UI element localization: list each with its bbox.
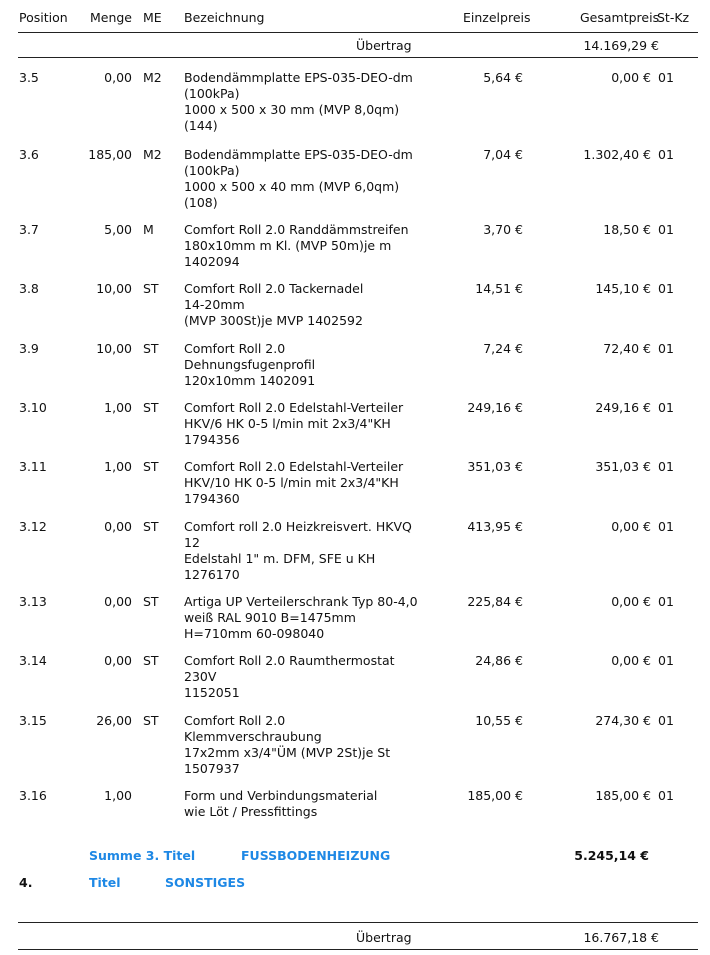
description-cell [184, 519, 412, 583]
position-cell: 3.16 [19, 788, 47, 803]
description-cell [184, 459, 403, 507]
total-price-cell: 72,40 € [603, 341, 651, 356]
description-line: Comfort Roll 2.0 [184, 713, 286, 728]
quantity-cell: 0,00 [104, 653, 132, 668]
position-cell: 3.15 [19, 713, 47, 728]
description-cell [184, 594, 418, 642]
tax-code-cell: 01 [658, 341, 674, 356]
description-line: (100kPa) [184, 86, 240, 101]
quantity-cell: 1,00 [104, 459, 132, 474]
description-line: weiß RAL 9010 B=1475mm [184, 610, 356, 625]
description-line: 180x10mm m Kl. (MVP 50m)je m [184, 238, 392, 253]
carry-over-bottom-label: Übertrag [356, 930, 412, 945]
description-line: H=710mm 60-098040 [184, 626, 325, 641]
divider [18, 922, 698, 923]
position-cell: 3.8 [19, 281, 39, 296]
quantity-cell: 10,00 [96, 281, 132, 296]
unit-price-cell: 10,55 € [475, 713, 523, 728]
unit-price-cell: 14,51 € [475, 281, 523, 296]
next-title-label: Titel [89, 875, 121, 890]
tax-code-cell: 01 [658, 400, 674, 415]
total-price-cell: 0,00 € [611, 70, 651, 85]
unit-cell: M [143, 222, 154, 237]
unit-cell: ST [143, 653, 159, 668]
carry-over-top-amount: 14.169,29 € [583, 38, 659, 53]
unit-cell: ST [143, 341, 159, 356]
total-price-cell: 145,10 € [595, 281, 651, 296]
tax-code-cell: 01 [658, 788, 674, 803]
position-cell: 3.11 [19, 459, 47, 474]
position-cell: 3.12 [19, 519, 47, 534]
position-cell: 3.9 [19, 341, 39, 356]
tax-code-cell: 01 [658, 70, 674, 85]
total-price-cell: 351,03 € [595, 459, 651, 474]
quantity-cell: 1,00 [104, 788, 132, 803]
position-cell: 3.13 [19, 594, 47, 609]
total-price-cell: 249,16 € [595, 400, 651, 415]
unit-cell: ST [143, 400, 159, 415]
description-line: Comfort Roll 2.0 Edelstahl-Verteiler [184, 459, 404, 474]
description-line: Bodendämmplatte EPS-035-DEO-dm [184, 70, 413, 85]
col-header-position: Position [19, 10, 68, 25]
total-price-cell: 0,00 € [611, 653, 651, 668]
description-cell [184, 653, 395, 701]
carry-over-top-label: Übertrag [356, 38, 412, 53]
col-header-bezeichnung: Bezeichnung [184, 10, 265, 25]
description-line: (144) [184, 118, 218, 133]
col-header-einzelpreis: Einzelpreis [463, 10, 531, 25]
unit-price-cell: 225,84 € [467, 594, 523, 609]
unit-price-cell: 5,64 € [483, 70, 523, 85]
summary-amount: 5.245,14 € [574, 848, 649, 863]
tax-code-cell: 01 [658, 713, 674, 728]
description-line: Bodendämmplatte EPS-035-DEO-dm [184, 147, 413, 162]
description-line: Comfort Roll 2.0 Randdämmstreifen [184, 222, 409, 237]
description-cell [184, 341, 315, 389]
description-line: 17x2mm x3/4"ÜM (MVP 2St)je St [184, 745, 391, 760]
tax-code-cell: 01 [658, 594, 674, 609]
description-line: Dehnungsfugenprofil [184, 357, 316, 372]
total-price-cell: 0,00 € [611, 519, 651, 534]
description-line: (108) [184, 195, 218, 210]
unit-cell: ST [143, 713, 159, 728]
description-line: HKV/10 HK 0-5 l/min mit 2x3/4"KH [184, 475, 399, 490]
description-cell [184, 400, 403, 448]
unit-cell: M2 [143, 147, 162, 162]
total-price-cell: 0,00 € [611, 594, 651, 609]
description-line: Comfort Roll 2.0 Tackernadel [184, 281, 364, 296]
tax-code-cell: 01 [658, 281, 674, 296]
tax-code-cell: 01 [658, 519, 674, 534]
tax-code-cell: 01 [658, 147, 674, 162]
tax-code-cell: 01 [658, 459, 674, 474]
unit-price-cell: 3,70 € [483, 222, 523, 237]
description-line: HKV/6 HK 0-5 l/min mit 2x3/4"KH [184, 416, 391, 431]
position-cell: 3.5 [19, 70, 39, 85]
description-cell [184, 70, 413, 134]
unit-cell: ST [143, 594, 159, 609]
description-line: Klemmverschraubung [184, 729, 322, 744]
description-line: Comfort Roll 2.0 [184, 341, 286, 356]
description-line: 1152051 [184, 685, 240, 700]
description-line: 1507937 [184, 761, 240, 776]
description-line: 230V [184, 669, 217, 684]
position-cell: 3.10 [19, 400, 47, 415]
position-cell: 3.14 [19, 653, 47, 668]
description-line: 1276170 [184, 567, 240, 582]
unit-price-cell: 351,03 € [467, 459, 523, 474]
summary-title: FUSSBODENHEIZUNG [241, 848, 391, 863]
col-header-menge: Menge [89, 10, 132, 25]
divider [18, 949, 698, 950]
description-cell [184, 713, 390, 777]
position-cell: 3.7 [19, 222, 39, 237]
tax-code-cell: 01 [658, 222, 674, 237]
total-price-cell: 1.302,40 € [583, 147, 651, 162]
description-line: 1794360 [184, 491, 240, 506]
description-cell [184, 281, 363, 329]
unit-price-cell: 7,24 € [483, 341, 523, 356]
unit-price-cell: 185,00 € [467, 788, 523, 803]
unit-cell: M2 [143, 70, 162, 85]
description-line: 1000 x 500 x 40 mm (MVP 6,0qm) [184, 179, 400, 194]
description-line: 1402094 [184, 254, 240, 269]
description-line: Comfort Roll 2.0 Raumthermostat [184, 653, 395, 668]
description-line: 1000 x 500 x 30 mm (MVP 8,0qm) [184, 102, 400, 117]
description-cell [184, 147, 413, 211]
divider [18, 32, 698, 33]
description-line: 1794356 [184, 432, 240, 447]
quantity-cell: 0,00 [104, 594, 132, 609]
next-title-name: SONSTIGES [165, 875, 246, 890]
description-line: 120x10mm 1402091 [184, 373, 316, 388]
col-header-gesamtpreis: Gesamtpreis [580, 10, 660, 25]
quantity-cell: 0,00 [104, 519, 132, 534]
summary-label: Summe 3. Titel [89, 848, 196, 863]
quantity-cell: 185,00 [88, 147, 132, 162]
quantity-cell: 1,00 [104, 400, 132, 415]
description-line: Comfort roll 2.0 Heizkreisvert. HKVQ [184, 519, 412, 534]
description-line: (100kPa) [184, 163, 240, 178]
description-line: Comfort Roll 2.0 Edelstahl-Verteiler [184, 400, 404, 415]
total-price-cell: 18,50 € [603, 222, 651, 237]
col-header-stkz: St-Kz [657, 10, 690, 25]
carry-over-bottom-amount: 16.767,18 € [583, 930, 659, 945]
description-cell [184, 788, 377, 820]
quantity-cell: 0,00 [104, 70, 132, 85]
unit-cell: ST [143, 459, 159, 474]
total-price-cell: 274,30 € [595, 713, 651, 728]
position-cell: 3.6 [19, 147, 39, 162]
quantity-cell: 26,00 [96, 713, 132, 728]
description-cell [184, 222, 409, 270]
unit-price-cell: 249,16 € [467, 400, 523, 415]
unit-price-cell: 413,95 € [467, 519, 523, 534]
description-line: Form und Verbindungsmaterial [184, 788, 378, 803]
description-line: Edelstahl 1" m. DFM, SFE u KH [184, 551, 376, 566]
col-header-me: ME [143, 10, 162, 25]
description-line: Artiga UP Verteilerschrank Typ 80-4,0 [184, 594, 418, 609]
unit-cell: ST [143, 519, 159, 534]
tax-code-cell: 01 [658, 653, 674, 668]
description-line: 12 [184, 535, 200, 550]
next-title-number: 4. [19, 875, 33, 890]
unit-cell: ST [143, 281, 159, 296]
quantity-cell: 5,00 [104, 222, 132, 237]
description-line: (MVP 300St)je MVP 1402592 [184, 313, 363, 328]
divider [18, 57, 698, 58]
unit-price-cell: 24,86 € [475, 653, 523, 668]
total-price-cell: 185,00 € [595, 788, 651, 803]
quantity-cell: 10,00 [96, 341, 132, 356]
unit-price-cell: 7,04 € [483, 147, 523, 162]
description-line: wie Löt / Pressfittings [184, 804, 318, 819]
description-line: 14-20mm [184, 297, 245, 312]
